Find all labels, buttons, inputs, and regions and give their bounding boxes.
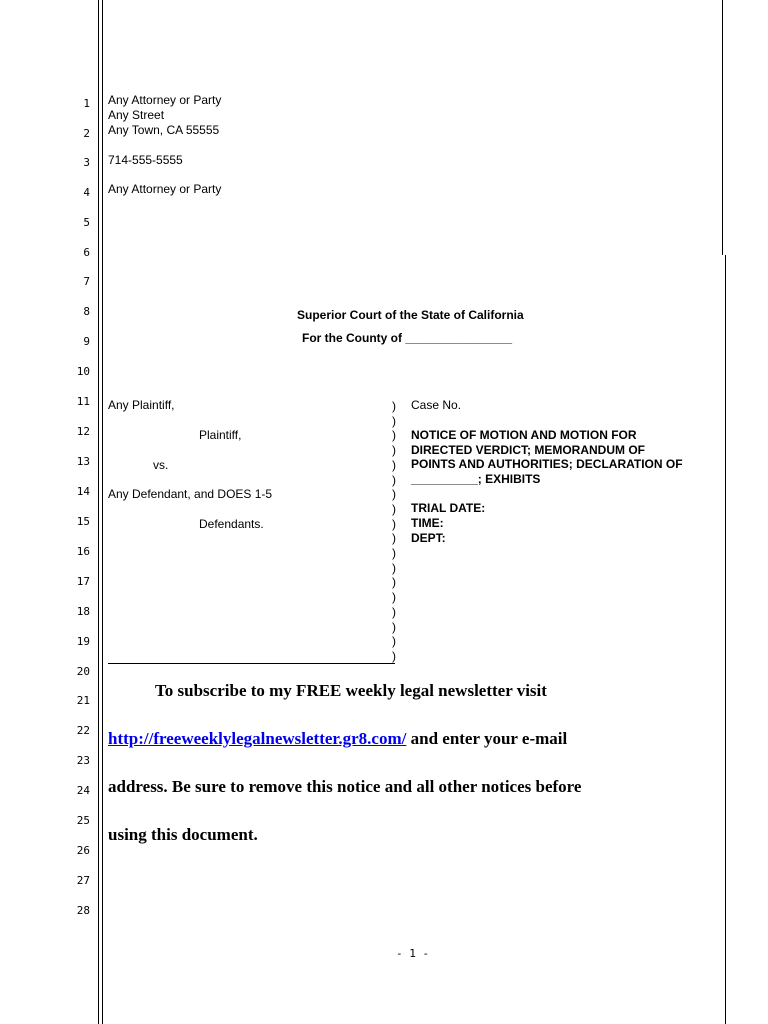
- document-title-line: DIRECTED VERDICT; MEMORANDUM OF: [411, 443, 645, 457]
- document-title-line: POINTS AND AUTHORITIES; DECLARATION OF: [411, 457, 683, 471]
- attorney-name: Any Attorney or Party: [108, 93, 222, 107]
- line-number: 1: [83, 97, 90, 110]
- defendant-role: Defendants.: [199, 517, 264, 531]
- line-number: 11: [76, 395, 90, 408]
- page-number: - 1 -: [396, 947, 430, 960]
- plaintiff-name: Any Plaintiff,: [108, 398, 175, 412]
- line-number: 9: [83, 335, 90, 348]
- line-number: 5: [83, 216, 90, 229]
- line-number: 25: [76, 814, 90, 827]
- caption-underline: [108, 663, 395, 664]
- line-number: 28: [76, 904, 90, 917]
- court-name: Superior Court of the State of California: [297, 308, 524, 322]
- line-number: 27: [76, 874, 90, 887]
- notice-line: address. Be sure to remove this notice and all other notices before: [108, 777, 582, 796]
- left-margin-rule-inner: [102, 0, 103, 1024]
- notice-line: using this document.: [108, 825, 258, 844]
- notice-line: To subscribe to my FREE weekly legal newsletter visit: [155, 681, 547, 700]
- notice-line-rest: and enter your e-mail: [406, 729, 568, 748]
- attorney-city: Any Town, CA 55555: [108, 123, 220, 137]
- attorney-street: Any Street: [108, 108, 165, 122]
- notice-line: [108, 729, 567, 749]
- line-number: 17: [76, 575, 90, 588]
- line-number: 13: [76, 455, 90, 468]
- line-number: 20: [76, 665, 90, 678]
- attorney-for: Any Attorney or Party: [108, 182, 222, 196]
- line-number: 26: [76, 844, 90, 857]
- line-number: 12: [76, 425, 90, 438]
- time-label: TIME:: [411, 516, 444, 530]
- document-title-line: __________; EXHIBITS: [411, 472, 541, 486]
- newsletter-link[interactable]: http://freeweeklylegalnewsletter.gr8.com/: [108, 729, 407, 748]
- right-margin-rule-upper: [722, 0, 723, 255]
- line-number: 4: [83, 186, 90, 199]
- line-number: 18: [76, 605, 90, 618]
- court-county: For the County of ________________: [302, 331, 513, 345]
- line-number: 3: [83, 156, 90, 169]
- line-number: 8: [83, 305, 90, 318]
- attorney-phone: 714-555-5555: [108, 153, 183, 167]
- line-number: 15: [76, 515, 90, 528]
- case-number-label: Case No.: [411, 398, 462, 412]
- line-number: 14: [76, 485, 90, 498]
- line-number: 19: [76, 635, 90, 648]
- line-number: 7: [83, 275, 90, 288]
- line-number: 23: [76, 754, 90, 767]
- line-number: 10: [76, 365, 90, 378]
- line-number: 2: [83, 127, 90, 140]
- trial-date-label: TRIAL DATE:: [411, 501, 486, 515]
- defendant-name: Any Defendant, and DOES 1-5: [108, 487, 273, 501]
- line-number: 24: [76, 784, 90, 797]
- dept-label: DEPT:: [411, 531, 446, 545]
- document-title-line: NOTICE OF MOTION AND MOTION FOR: [411, 428, 637, 442]
- right-margin-rule-lower: [725, 255, 726, 1024]
- caption-paren-divider: ) ) ) ) ) ) ) ) ) ) ) ) ) ) ) ) ) ): [392, 399, 396, 663]
- line-number: 21: [76, 694, 90, 707]
- line-number: 16: [76, 545, 90, 558]
- versus-label: vs.: [153, 458, 169, 472]
- left-margin-rule-outer: [98, 0, 99, 1024]
- plaintiff-role: Plaintiff,: [199, 428, 242, 442]
- line-number: 6: [83, 246, 90, 259]
- line-number: 22: [76, 724, 90, 737]
